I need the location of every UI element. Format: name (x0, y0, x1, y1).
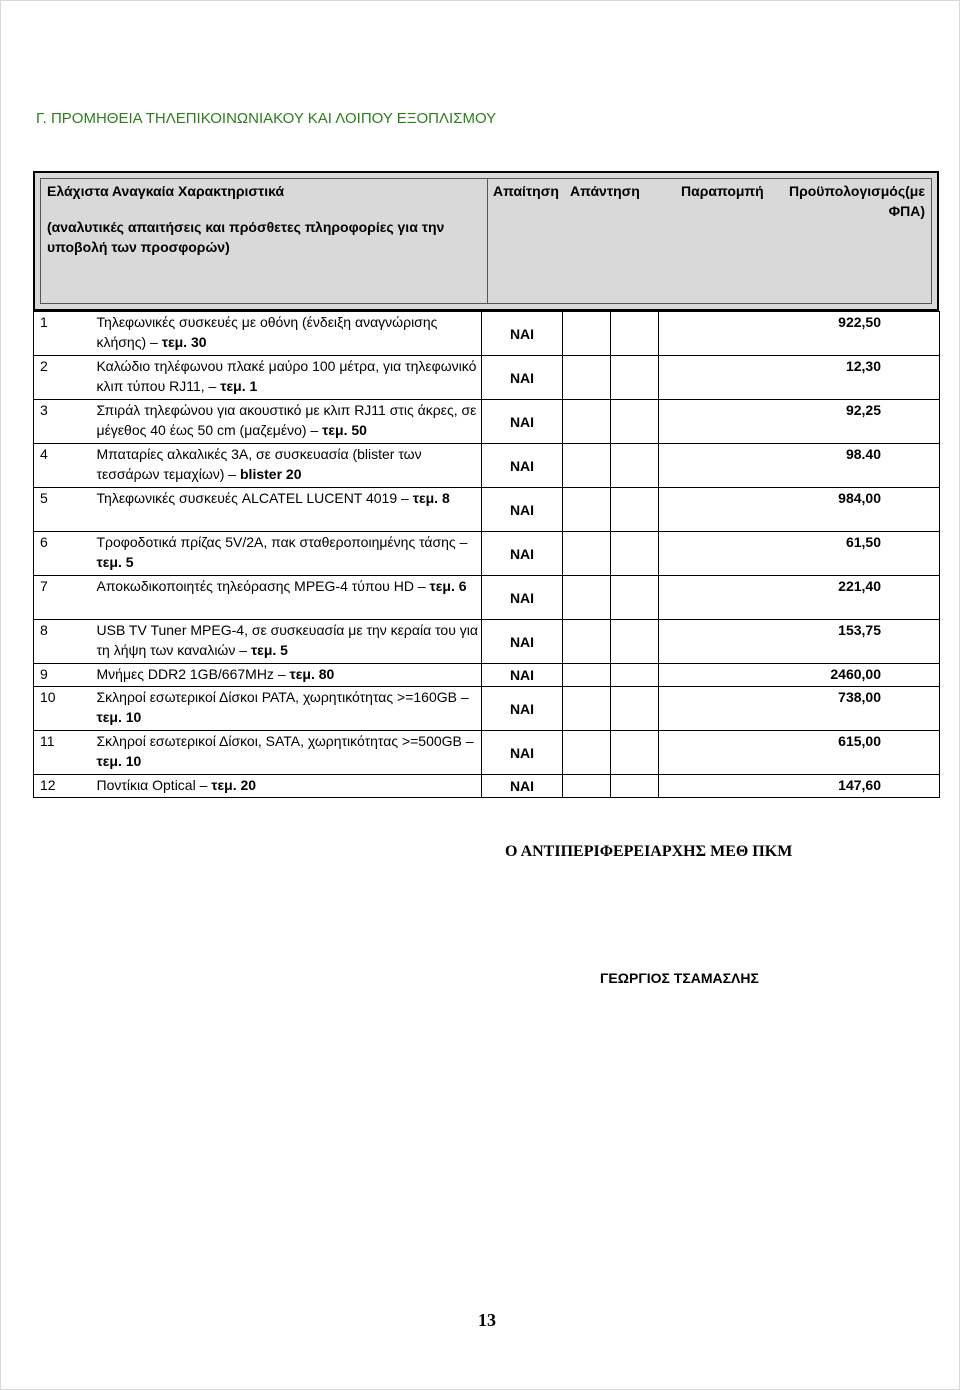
signer-title: Ο ΑΝΤΙΠΕΡΙΦΕΡΕΙΑΡΧΗΣ ΜΕΘ ΠΚΜ (505, 843, 793, 860)
table-row (34, 664, 940, 687)
item-quantity: τεμ. 10 (96, 753, 142, 769)
item-quantity: τεμ. 8 (412, 490, 450, 506)
items-body (34, 312, 940, 798)
item-quantity: blister 20 (240, 466, 302, 482)
item-number: 8 (34, 620, 97, 664)
item-number: 11 (34, 731, 97, 775)
header-response: Απάντηση (570, 183, 640, 199)
item-requirement: ΝΑΙ (482, 731, 563, 775)
item-budget: 61,50 (659, 532, 940, 576)
item-number: 3 (34, 400, 97, 444)
item-description-cell: Σπιράλ τηλεφώνου για ακουστικό με κλιπ RJ11 στις άκρες, σε μέγεθος 40 έως 50 cm (μαζεμένο) – τεμ. 50 (97, 400, 482, 444)
item-budget: 12,30 (659, 356, 940, 400)
item-reference (611, 400, 659, 444)
item-description-cell: Τηλεφωνικές συσκευές ALCATEL LUCENT 4019 – τεμ. 8 (97, 488, 482, 532)
item-requirement: ΝΑΙ (482, 664, 563, 687)
section-title: Γ. ΠΡΟΜΗΘΕΙΑ ΤΗΛΕΠΙΚΟΙΝΩΝΙΑΚΟΥ ΚΑΙ ΛΟΙΠΟΥ ΕΞΟΠΛΙΣΜΟΥ (36, 110, 497, 127)
item-description: Αποκωδικοποιητές τηλεόρασης MPEG-4 τύπου HD (96, 578, 414, 594)
item-budget: 738,00 (659, 687, 940, 731)
item-description: Ποντίκια Optical (96, 777, 196, 793)
item-description-cell: Μνήμες DDR2 1GB/667MHz – τεμ. 80 (97, 664, 482, 687)
item-description: Τηλεφωνικές συσκευές ALCATEL LUCENT 4019 (96, 490, 398, 506)
item-number: 7 (34, 576, 97, 620)
item-response (563, 620, 611, 664)
item-budget: 984,00 (659, 488, 940, 532)
item-response (563, 312, 611, 356)
item-description-cell: USB TV Tuner MPEG-4, σε συσκευασία με την κεραία του για τη λήψη των καναλιών – τεμ. 5 (97, 620, 482, 664)
page-number: 13 (478, 1310, 496, 1330)
item-description-cell: Μπαταρίες αλκαλικές 3Α, σε συσκευασία (blister των τεσσάρων τεμαχίων) – blister 20 (97, 444, 482, 488)
item-requirement: ΝΑΙ (482, 775, 563, 798)
item-reference (611, 488, 659, 532)
item-response (563, 444, 611, 488)
table-row (34, 400, 940, 444)
item-response (563, 731, 611, 775)
item-requirement: ΝΑΙ (482, 488, 563, 532)
item-budget: 922,50 (659, 312, 940, 356)
item-budget: 98.40 (659, 444, 940, 488)
item-budget: 615,00 (659, 731, 940, 775)
item-description: Τηλεφωνικές συσκευές με οθόνη (ένδειξη αναγνώρισης κλήσης) (96, 314, 438, 350)
item-requirement: ΝΑΙ (482, 620, 563, 664)
table-row (34, 731, 940, 775)
item-budget: 221,40 (659, 576, 940, 620)
item-description: USB TV Tuner MPEG-4, σε συσκευασία με την κεραία του για τη λήψη των καναλιών (96, 622, 478, 658)
item-number: 12 (34, 775, 97, 798)
item-quantity: τεμ. 80 (289, 666, 335, 682)
table-row (34, 775, 940, 798)
item-quantity: τεμ. 30 (161, 334, 207, 350)
item-requirement: ΝΑΙ (482, 576, 563, 620)
table-row (34, 444, 940, 488)
item-description-cell: Ποντίκια Optical – τεμ. 20 (97, 775, 482, 798)
item-requirement: ΝΑΙ (482, 400, 563, 444)
item-description-cell: Τηλεφωνικές συσκευές με οθόνη (ένδειξη αναγνώρισης κλήσης) – τεμ. 30 (97, 312, 482, 356)
item-response (563, 532, 611, 576)
item-quantity: τεμ. 5 (96, 554, 134, 570)
item-requirement: ΝΑΙ (482, 356, 563, 400)
item-requirement: ΝΑΙ (482, 687, 563, 731)
item-requirement: ΝΑΙ (482, 532, 563, 576)
item-requirement: ΝΑΙ (482, 312, 563, 356)
item-number: 4 (34, 444, 97, 488)
item-description-cell: Σκληροί εσωτερικοί Δίσκοι PATA, χωρητικότητας >=160GB – τεμ. 10 (97, 687, 482, 731)
item-description: Τροφοδοτικά πρίζας 5V/2A, πακ σταθεροποιημένης τάσης (96, 534, 456, 550)
header-note: (αναλυτικές απαιτήσεις και πρόσθετες πληροφορίες για την υποβολή των προσφορών) (47, 219, 445, 255)
item-response (563, 400, 611, 444)
table-row (34, 576, 940, 620)
item-response (563, 687, 611, 731)
table-row (34, 532, 940, 576)
item-reference (611, 576, 659, 620)
item-reference (611, 444, 659, 488)
item-response (563, 576, 611, 620)
item-quantity: τεμ. 1 (220, 378, 258, 394)
item-quantity: τεμ. 20 (211, 777, 257, 793)
item-description: Σπιράλ τηλεφώνου για ακουστικό με κλιπ RJ11 στις άκρες, σε μέγεθος 40 έως 50 cm (μαζεμένο) (96, 402, 477, 438)
items-table (33, 311, 940, 798)
item-description: Μπαταρίες αλκαλικές 3Α, σε συσκευασία (blister των τεσσάρων τεμαχίων) (96, 446, 422, 482)
item-reference (611, 356, 659, 400)
table-header (33, 171, 939, 311)
item-quantity: τεμ. 50 (322, 422, 367, 438)
item-description-cell: Τροφοδοτικά πρίζας 5V/2A, πακ σταθεροποιημένης τάσης – τεμ. 5 (97, 532, 482, 576)
item-response (563, 775, 611, 798)
item-description-cell: Καλώδιο τηλέφωνου πλακέ μαύρο 100 μέτρα, για τηλεφωνικό κλιπ τύπου RJ11, – τεμ. 1 (97, 356, 482, 400)
item-reference (611, 731, 659, 775)
item-reference (611, 532, 659, 576)
item-number: 9 (34, 664, 97, 687)
signer-name: ΓΕΩΡΓΙΟΣ ΤΣΑΜΑΣΛΗΣ (600, 970, 759, 986)
item-reference (611, 620, 659, 664)
item-number: 10 (34, 687, 97, 731)
item-number: 2 (34, 356, 97, 400)
table-row (34, 356, 940, 400)
item-budget: 153,75 (659, 620, 940, 664)
table-row (34, 620, 940, 664)
item-budget: 147,60 (659, 775, 940, 798)
item-number: 1 (34, 312, 97, 356)
item-description: Σκληροί εσωτερικοί Δίσκοι PATA, χωρητικότητας >=160GB (96, 689, 457, 705)
item-budget: 92,25 (659, 400, 940, 444)
item-quantity: τεμ. 6 (429, 578, 467, 594)
item-reference (611, 312, 659, 356)
item-reference (611, 664, 659, 687)
item-description-cell: Αποκωδικοποιητές τηλεόρασης MPEG-4 τύπου HD – τεμ. 6 (97, 576, 482, 620)
table-header-inner (40, 178, 932, 304)
table-row (34, 488, 940, 532)
item-response (563, 664, 611, 687)
item-response (563, 356, 611, 400)
item-reference (611, 687, 659, 731)
item-budget: 2460,00 (659, 664, 940, 687)
header-min-characteristics: Ελάχιστα Αναγκαία Χαρακτηριστικά (47, 183, 285, 199)
item-reference (611, 775, 659, 798)
table-row (34, 312, 940, 356)
item-response (563, 488, 611, 532)
item-number: 5 (34, 488, 97, 532)
item-description: Καλώδιο τηλέφωνου πλακέ μαύρο 100 μέτρα, για τηλεφωνικό κλιπ τύπου RJ11, (96, 358, 477, 394)
item-description-cell: Σκληροί εσωτερικοί Δίσκοι, SATA, χωρητικότητας >=500GB – τεμ. 10 (97, 731, 482, 775)
header-budget: Προϋπολογισμός(με ΦΠΑ) (788, 183, 925, 219)
table-row (34, 687, 940, 731)
item-requirement: ΝΑΙ (482, 444, 563, 488)
header-divider (487, 179, 488, 303)
header-reference: Παραπομπή (681, 183, 764, 199)
item-quantity: τεμ. 10 (96, 709, 142, 725)
item-number: 6 (34, 532, 97, 576)
item-description: Σκληροί εσωτερικοί Δίσκοι, SATA, χωρητικότητας >=500GB (96, 733, 462, 749)
item-quantity: τεμ. 5 (250, 642, 288, 658)
header-requirement: Απαίτηση (493, 183, 559, 199)
item-description: Μνήμες DDR2 1GB/667MHz (96, 666, 274, 682)
